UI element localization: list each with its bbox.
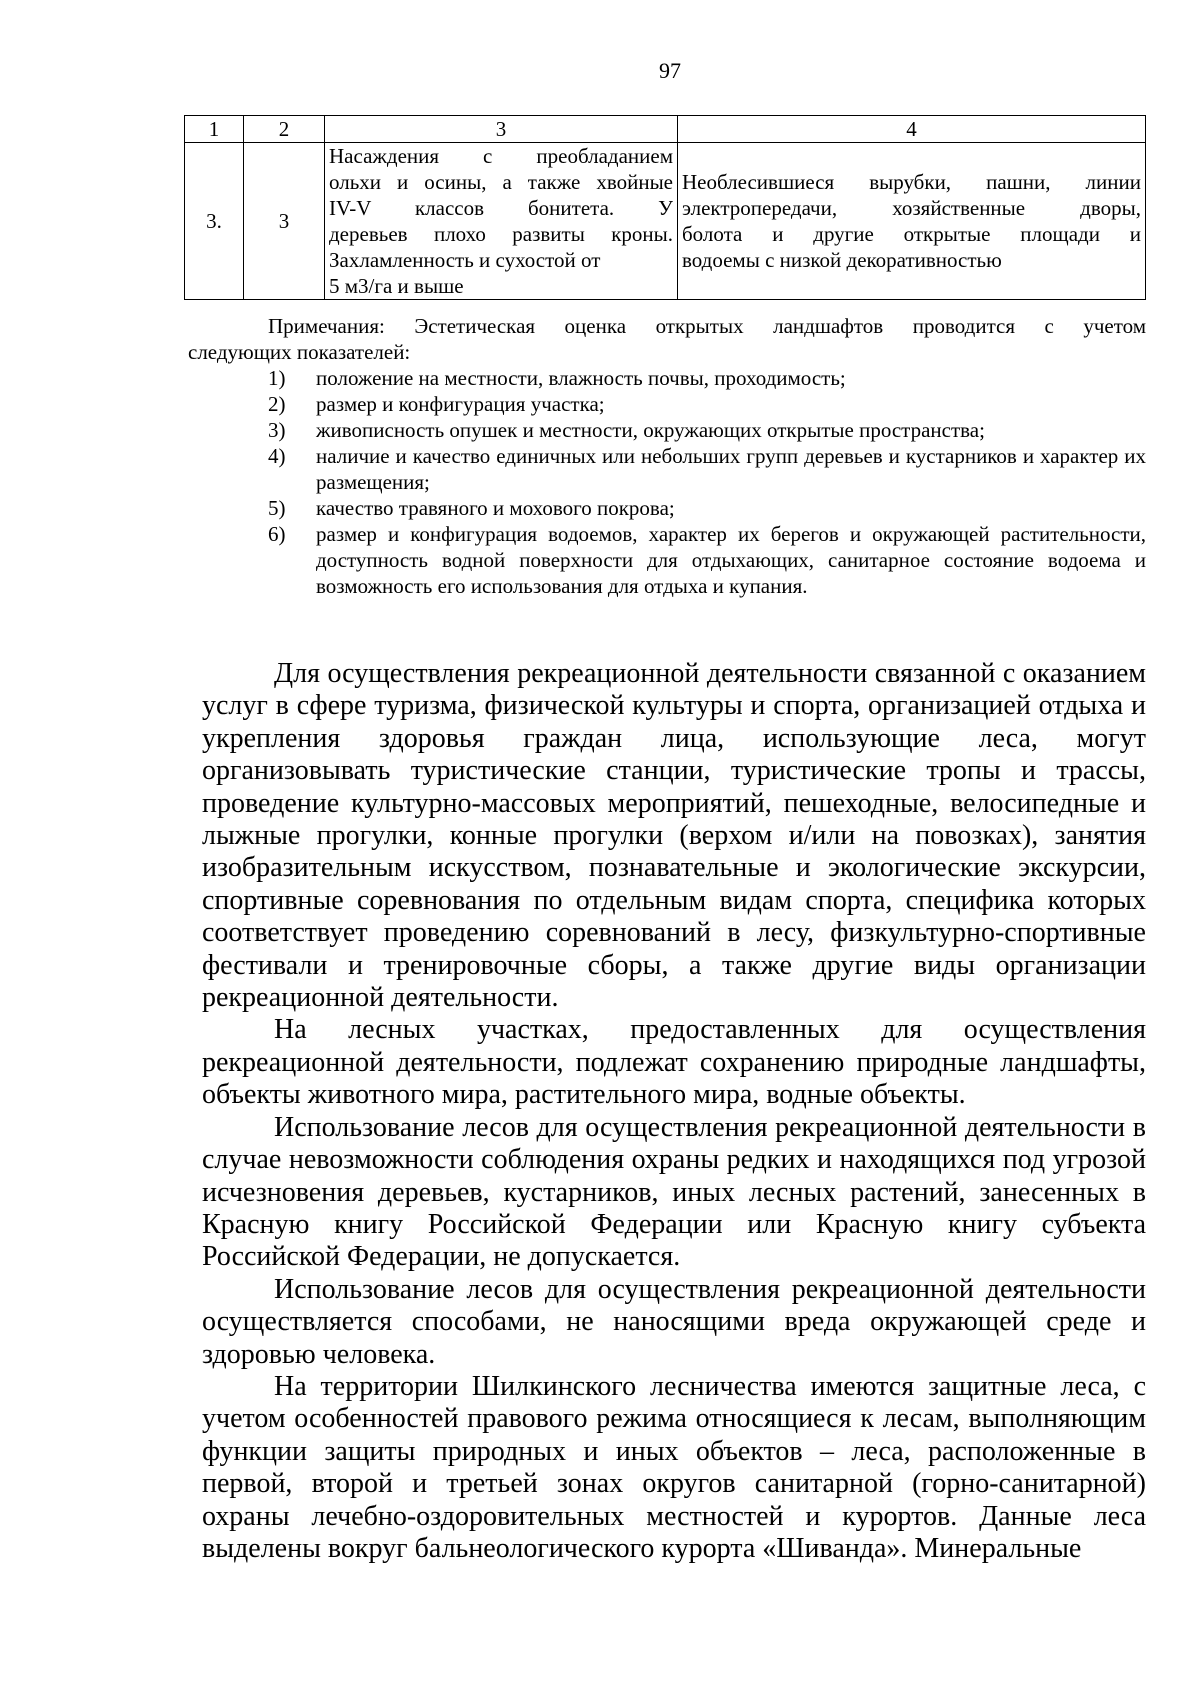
cell-line: 5 м3/га и выше: [329, 274, 464, 298]
paragraph: На территории Шилкинского лесничества имеются защитные леса, с учетом особенностей правового режима относящиеся к лесам, выполняющим функции защиты природных и иных объектов – леса, расположенные в первой, второй и третьей зонах округов санитарной (горно-санитарной) охраны лечебно-оздоровительных местностей и курортов. Данные леса выделены вокруг бальнеологического курорта «Шиванда». Минеральные: [202, 1370, 1146, 1564]
cell-line: Насаждения с преобладанием: [329, 144, 673, 168]
notes-intro-line: Примечания: Эстетическая оценка открытых ландшафтов проводится с учетом: [268, 314, 1146, 338]
cell-line: Захламленность и сухостой от: [329, 248, 601, 272]
cell-line: водоемы с низкой декоративностью: [682, 248, 1002, 272]
table-cell-number: 3.: [185, 143, 244, 300]
paragraph: Использование лесов для осуществления рекреационной деятельности в случае невозможности соблюдения охраны редких и находящихся под угрозой исчезновения деревьев, кустарников, иных лесных растений, занесенных в Красную книгу Российской Федерации или Красную книгу субъекта Российской Федерации, не допускается.: [202, 1111, 1146, 1273]
table-header-cell: 4: [678, 116, 1146, 143]
cell-line: ольхи и осины, а также хвойные: [329, 170, 673, 194]
paragraph: Для осуществления рекреационной деятельности связанной с оказанием услуг в сфере туризма, физической культуры и спорта, организацией отдыха и укрепления здоровья граждан лица, использующие леса, могут организовывать туристические станции, туристические тропы и трассы, проведение культурно-массовых мероприятий, пешеходные, велосипедные и лыжные прогулки, конные прогулки (верхом и/или на повозках), занятия изобразительным искусством, познавательные и экологические экскурсии, спортивные соревнования по отдельным видам спорта, специфика которых соответствует проведению соревнований в лесу, физкультурно-спортивные фестивали и тренировочные сборы, а также другие виды организации рекреационной деятельности.: [202, 658, 1146, 1014]
list-item: [202, 521, 1146, 599]
body-text: [202, 658, 1146, 1565]
list-item: [202, 443, 1146, 495]
cell-line: болота и другие открытые площади и: [682, 222, 1141, 246]
list-item-text: размер и конфигурация участка;: [316, 392, 605, 416]
list-item-text: размер и конфигурация водоемов, характер их берегов и окружающей растительности, доступность водной поверхности для отдыхающих, санитарное состояние водоема и возможность его использования для отдыха и купания.: [316, 522, 1146, 598]
notes-list: [202, 365, 1146, 599]
table-header-cell: 3: [325, 116, 678, 143]
list-item-number: 3): [268, 418, 286, 442]
notes-block: [188, 313, 1146, 599]
table-header-cell: 2: [244, 116, 325, 143]
table-cell-class: 3: [244, 143, 325, 300]
table-header-cell: 1: [185, 116, 244, 143]
table-header-row: [185, 116, 1146, 143]
list-item-text: живописность опушек и местности, окружающих открытые пространства;: [316, 418, 985, 442]
cell-line: деревьев плохо развиты кроны.: [329, 222, 673, 246]
list-item-number: 5): [268, 496, 286, 520]
list-item-number: 4): [268, 444, 286, 468]
cell-line: Необлесившиеся вырубки, пашни, линии: [682, 170, 1141, 194]
list-item: [202, 417, 1146, 443]
notes-intro-line: следующих показателей:: [188, 340, 411, 364]
list-item: [202, 495, 1146, 521]
list-item-number: 6): [268, 522, 286, 546]
table-cell-areas: [678, 143, 1146, 300]
paragraph: Использование лесов для осуществления рекреационной деятельности осуществляется способами, не наносящими вреда окружающей среде и здоровью человека.: [202, 1273, 1146, 1370]
page-number: 97: [659, 58, 681, 83]
list-item: [202, 365, 1146, 391]
cell-line: IV-V классов бонитета. У: [329, 196, 673, 220]
table-cell-description: [325, 143, 678, 300]
list-item-text: положение на местности, влажность почвы, проходимость;: [316, 366, 846, 390]
list-item-number: 2): [268, 392, 286, 416]
notes-intro: [202, 313, 1146, 339]
list-item: [202, 391, 1146, 417]
landscape-table: [184, 115, 1146, 300]
cell-line: электропередачи, хозяйственные дворы,: [682, 196, 1141, 220]
paragraph: На лесных участках, предоставленных для осуществления рекреационной деятельности, подлежат сохранению природные ландшафты, объекты животного мира, растительного мира, водные объекты.: [202, 1014, 1146, 1111]
table-row: [185, 143, 1146, 300]
list-item-text: наличие и качество единичных или небольших групп деревьев и кустарников и характер их размещения;: [316, 444, 1146, 494]
list-item-text: качество травяного и мохового покрова;: [316, 496, 675, 520]
list-item-number: 1): [268, 366, 286, 390]
